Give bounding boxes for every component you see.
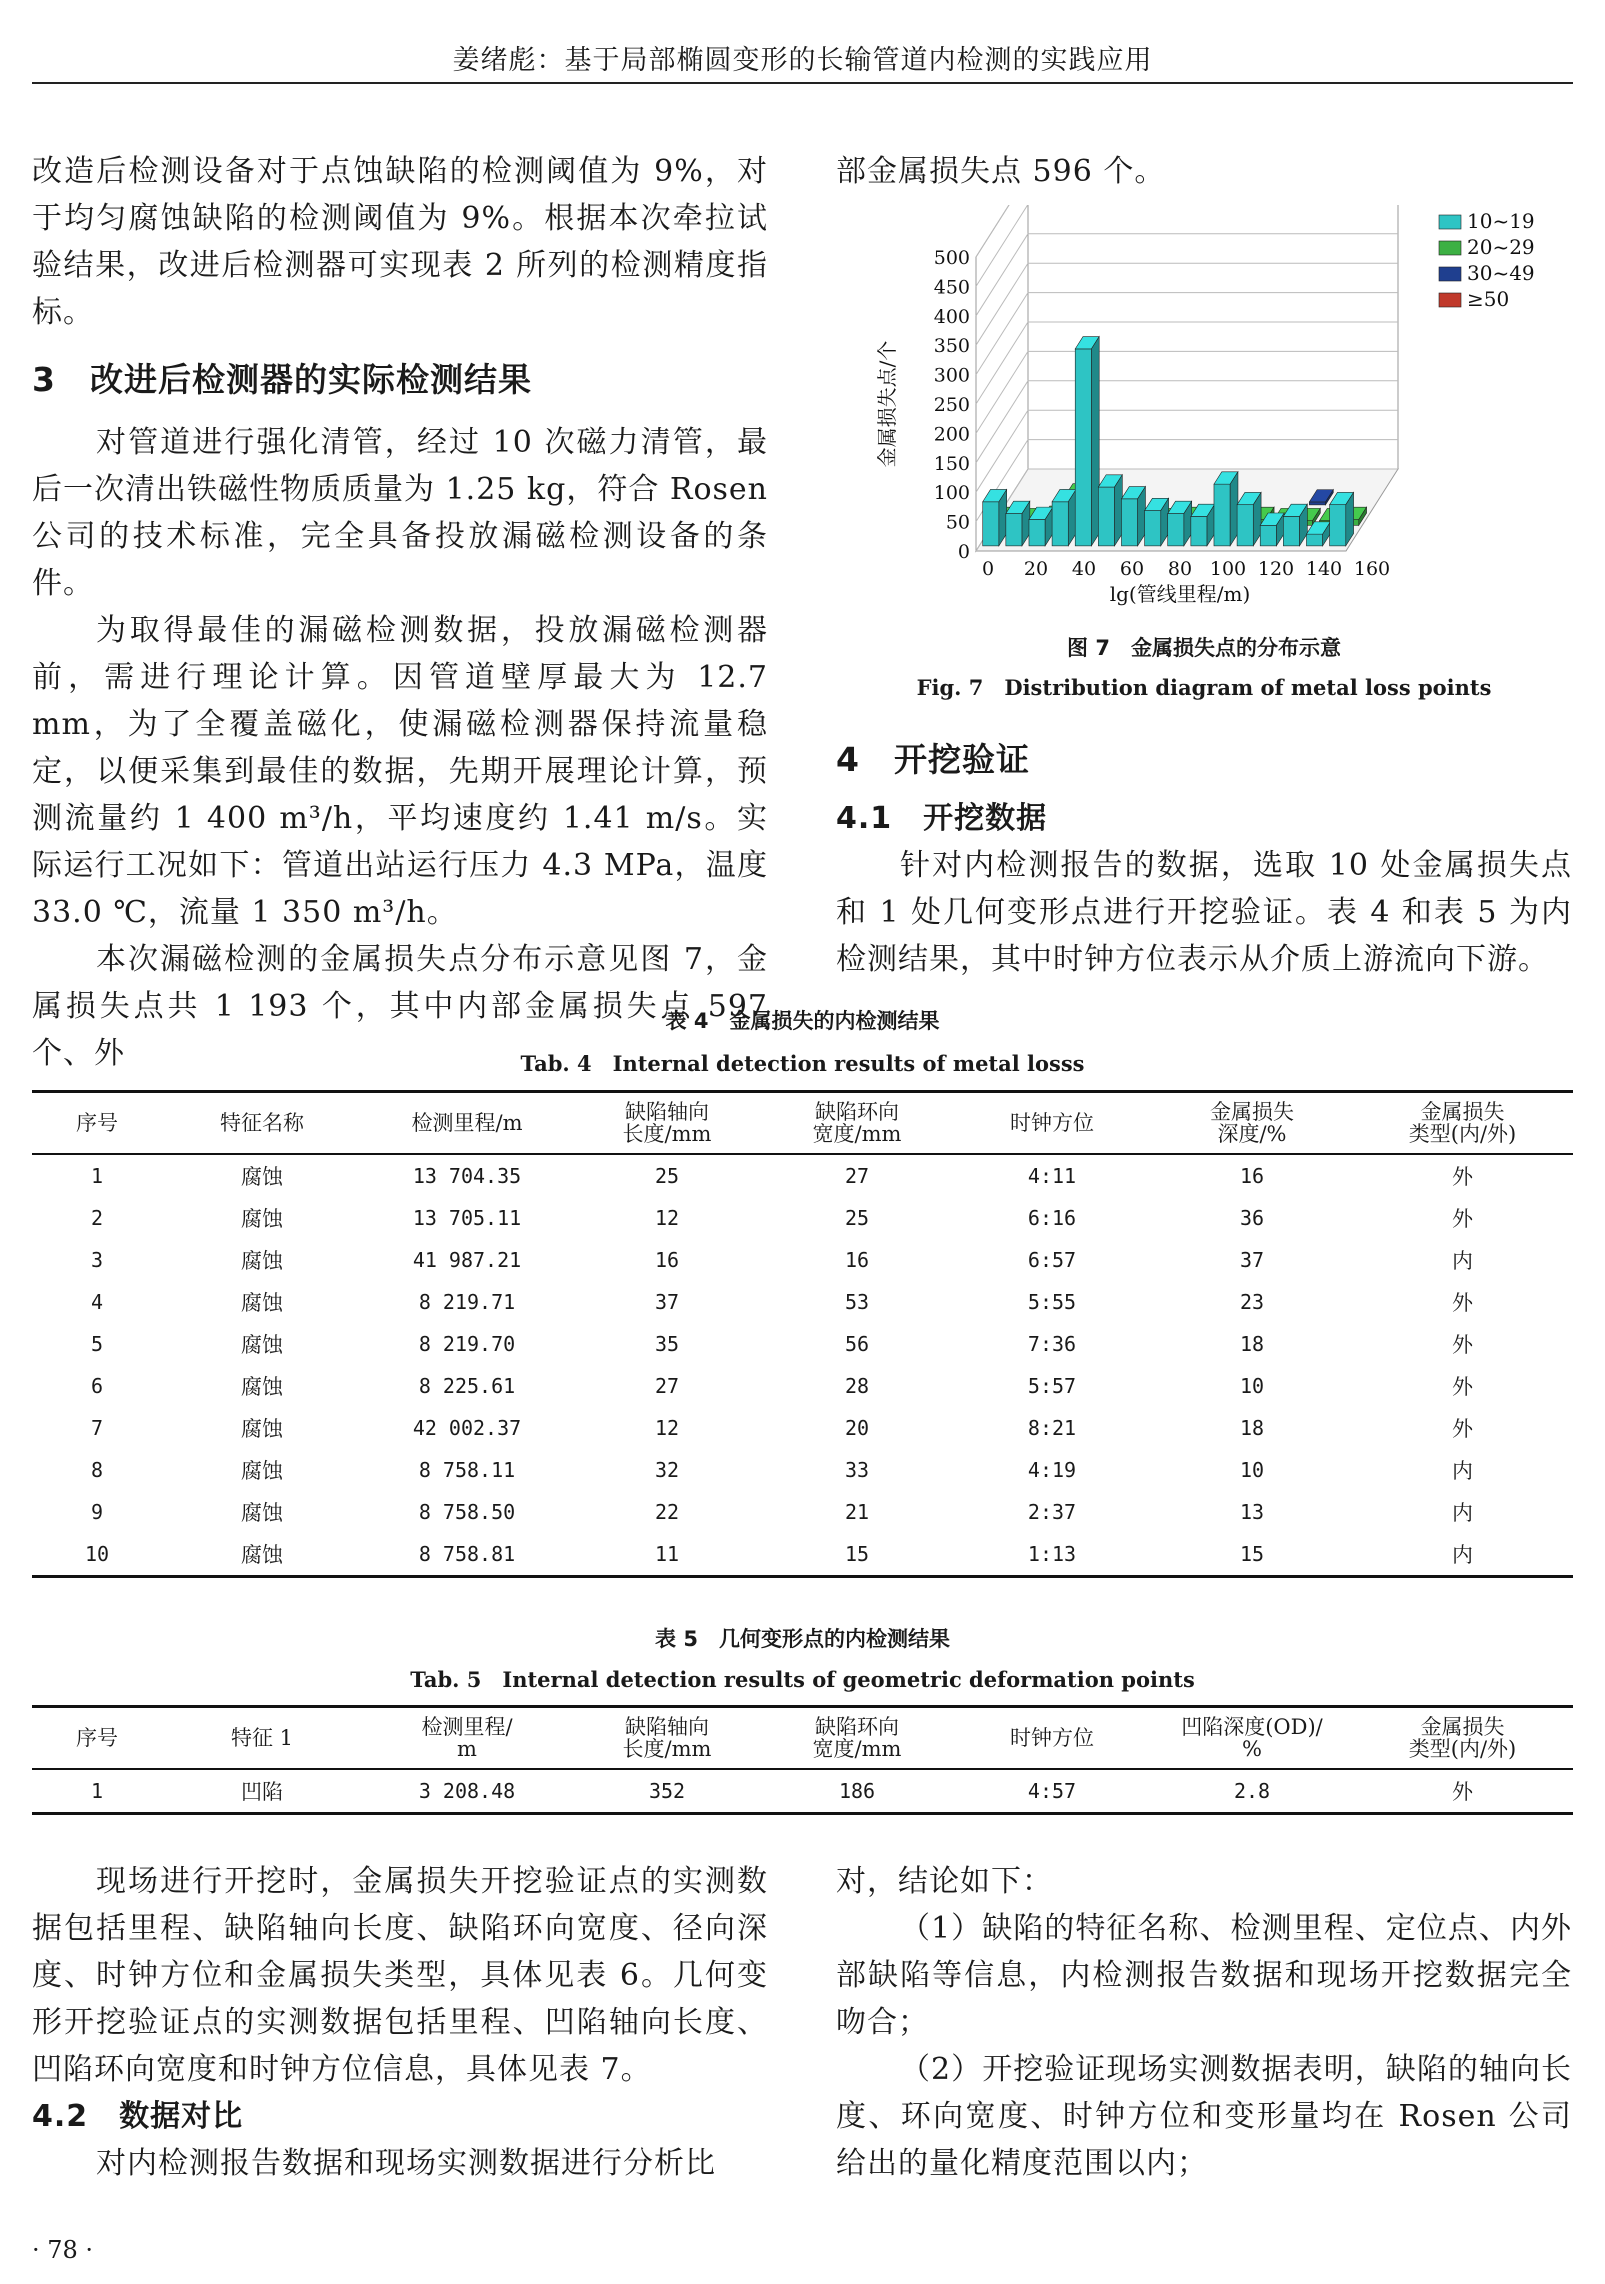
table-cell: 腐蚀 [241,1165,283,1189]
table-cell: 外 [1452,1333,1473,1357]
paragraph: 现场进行开挖时，金属损失开挖验证点的实测数据包括里程、缺陷轴向长度、缺陷环向宽度、径向深度、时钟方位和金属损失类型，具体见表 6。几何变形开挖验证点的实测数据包括里程、凹陷轴向长度、凹陷环向宽度和时钟方位信息，具体见表 7。 [32,1864,768,2087]
table-cell: 18 [1239,1416,1265,1440]
table-cell: 2:37 [1027,1500,1077,1524]
bar-side [1115,475,1123,546]
table-cell: 8:21 [1027,1416,1077,1440]
table-row [32,1323,1573,1365]
table-cell: 1 [90,1164,104,1188]
table-cell: 6 [90,1374,104,1398]
table-cell: 7 [90,1416,104,1440]
table-cell: 8 [90,1458,104,1482]
table-row [32,1154,1573,1197]
legend-label: 30~49 [1467,261,1535,285]
table-cell: 9 [90,1500,104,1524]
table-header-cell: 金属损失 类型(内/外) [1352,1707,1573,1770]
section-heading-4-2: 4.2 数据对比 [32,2099,244,2134]
bar [1283,516,1299,545]
table-cell: 25 [844,1206,870,1230]
table-row [32,1533,1573,1577]
x-tick-label: 100 [1209,558,1247,580]
table-cell: 7:36 [1027,1332,1077,1356]
x-tick-label: 120 [1257,558,1295,580]
section-heading-3: 3 改进后检测器的实际检测结果 [32,360,532,399]
table-cell: 4:57 [1027,1779,1077,1803]
figure-caption-en: Fig. 7 Distribution diagram of metal loss points [916,675,1492,700]
table-5-title-cn: 表 5 几何变形点的内检测结果 [655,1627,950,1651]
table-cell: 2 [90,1206,104,1230]
table-header-cell: 金属损失 类型(内/外) [1352,1092,1573,1155]
figure-caption-cn: 图 7 金属损失点的分布示意 [1067,636,1341,660]
table-cell: 56 [844,1332,870,1356]
table-cell: 4:11 [1027,1164,1077,1188]
legend-swatch [1439,215,1461,229]
table-cell: 53 [844,1290,870,1314]
table-header-cell: 缺陷环向 宽度/mm [762,1092,952,1155]
table-cell: 16 [1239,1164,1265,1188]
table-cell: 15 [844,1542,870,1566]
table-cell: 凹陷 [241,1780,283,1804]
y-tick-label: 200 [933,423,970,446]
x-axis-label: lg(管线里程/m) [1109,582,1251,606]
x-tick-label: 60 [1119,558,1145,580]
table-header-cell: 特征 1 [162,1707,362,1770]
table-4-title-en: Tab. 4 Internal detection results of metal losss [520,1051,1085,1076]
table-cell: 腐蚀 [241,1333,283,1357]
table-cell: 6:57 [1027,1248,1077,1272]
y-tick-label: 450 [933,276,970,299]
legend-label: 10~19 [1467,209,1535,233]
table-cell: 41 987.21 [412,1248,522,1272]
y-tick-label: 500 [933,247,970,269]
table-cell: 27 [654,1374,680,1398]
paragraph: 针对内检测报告的数据，选取 10 处金属损失点和 1 处几何变形点进行开挖验证。表 4 和表 5 为内检测结果，其中时钟方位表示从介质上游流向下游。 [836,848,1572,977]
table-cell: 33 [844,1458,870,1482]
table-cell: 内 [1452,1249,1473,1273]
legend-swatch [1439,241,1461,255]
header-rule [32,82,1573,84]
table-header-cell: 时钟方位 [952,1707,1152,1770]
bar [1121,499,1137,546]
table-cell: 5:55 [1027,1290,1077,1314]
bar [1168,514,1184,546]
bar-side [1091,337,1099,546]
x-tick-label: 0 [981,558,995,580]
table-cell: 3 [90,1248,104,1272]
table-row [32,1197,1573,1239]
x-tick-label: 40 [1071,558,1097,580]
table-cell: 5 [90,1332,104,1356]
table-cell: 42 002.37 [412,1416,522,1440]
legend-swatch [1439,267,1461,281]
bar [983,502,999,546]
table-cell: 10 [1239,1458,1265,1482]
bottom-right-column [836,1858,1572,2187]
paragraph: 对，结论如下： [836,1864,1053,1899]
table-cell: 13 704.35 [412,1164,522,1188]
table-cell: 内 [1452,1459,1473,1483]
table-header-cell: 序号 [32,1707,162,1770]
table-cell: 腐蚀 [241,1501,283,1525]
table-cell: 16 [844,1248,870,1272]
table-cell: 35 [654,1332,680,1356]
table-cell: 腐蚀 [241,1543,283,1567]
table-cell: 27 [844,1164,870,1188]
bar [1006,514,1022,546]
bar [1191,516,1207,545]
table-cell: 内 [1452,1543,1473,1567]
table-row [32,1491,1573,1533]
table-cell: 腐蚀 [241,1207,283,1231]
y-tick-label: 350 [933,335,970,358]
table-cell: 37 [1239,1248,1265,1272]
y-tick-label: 50 [945,511,970,534]
x-tick-label: 80 [1167,558,1193,580]
table-cell: 10 [1239,1374,1265,1398]
table-cell: 8 219.70 [418,1332,516,1356]
table-cell: 32 [654,1458,680,1482]
table-cell: 2.8 [1233,1779,1271,1803]
table-cell: 腐蚀 [241,1291,283,1315]
x-tick-label: 140 [1305,558,1343,580]
table-cell: 5:57 [1027,1374,1077,1398]
running-header: 姜绪彪：基于局部椭圆变形的长输管道内检测的实践应用 [452,45,1153,76]
table-cell: 腐蚀 [241,1417,283,1441]
table-cell: 外 [1452,1780,1473,1804]
table-cell: 8 225.61 [418,1374,516,1398]
table-cell: 腐蚀 [241,1459,283,1483]
figure-7-chart [836,205,1536,610]
bar [1098,487,1114,546]
paragraph: 对内检测报告数据和现场实测数据进行分析比 [96,2146,716,2181]
legend-label: ≥50 [1467,287,1510,311]
table-cell: 25 [654,1164,680,1188]
table-row [32,1365,1573,1407]
table-header-cell: 序号 [32,1092,162,1155]
bar [1306,534,1322,546]
table-cell: 外 [1452,1207,1473,1231]
table-cell: 腐蚀 [241,1249,283,1273]
paragraph: 对管道进行强化清管，经过 10 次磁力清管，最后一次清出铁磁性物质质量为 1.25 kg，符合 Rosen 公司的技术标准，完全具备投放漏磁检测设备的条件。 [32,425,768,601]
table-cell: 1 [90,1779,104,1803]
table-cell: 8 758.81 [418,1542,516,1566]
table-cell: 352 [648,1779,686,1803]
table-header-cell: 金属损失 深度/% [1152,1092,1352,1155]
table-cell: 外 [1452,1291,1473,1315]
table-cell: 8 758.11 [418,1458,516,1482]
table-cell: 4:19 [1027,1458,1077,1482]
table-cell: 6:16 [1027,1206,1077,1230]
section-heading-4: 4 开挖验证 [836,740,1030,779]
table-cell: 18 [1239,1332,1265,1356]
table-header-cell: 时钟方位 [952,1092,1152,1155]
bar [1237,505,1253,546]
table-cell: 22 [654,1500,680,1524]
paragraph: 改造后检测设备对于点蚀缺陷的检测阈值为 9%，对于均匀腐蚀缺陷的检测阈值为 9%。根据本次牵拉试验结果，改进后检测器可实现表 2 所列的检测精度指标。 [32,154,768,330]
table-cell: 12 [654,1416,680,1440]
table-cell: 1:13 [1027,1542,1077,1566]
table-5 [32,1705,1573,1815]
table-header-cell: 缺陷环向 宽度/mm [762,1707,952,1770]
table-header-cell: 检测里程/ m [362,1707,572,1770]
paragraph: 部金属损失点 596 个。 [836,154,1166,189]
table-header-cell: 凹陷深度(OD)/ % [1152,1707,1352,1770]
table-cell: 20 [844,1416,870,1440]
table-cell: 外 [1452,1165,1473,1189]
table-header-cell: 缺陷轴向 长度/mm [572,1707,762,1770]
legend-swatch [1439,293,1461,307]
bar-side [1230,472,1238,546]
table-cell: 外 [1452,1417,1473,1441]
legend-label: 20~29 [1467,235,1535,259]
table-header-cell: 检测里程/m [362,1092,572,1155]
section-heading-4-1: 4.1 开挖数据 [836,801,1048,836]
table-cell: 37 [654,1290,680,1314]
bar [1309,502,1325,505]
bar [1052,502,1068,546]
table-4-title-cn: 表 4 金属损失的内检测结果 [665,1009,940,1033]
table-cell: 11 [654,1542,680,1566]
paragraph: 为取得最佳的漏磁检测数据，投放漏磁检测器前，需进行理论计算。因管道壁厚最大为 12.7 mm，为了全覆盖磁化，使漏磁检测器保持流量稳定，以便采集到最佳的数据，先期开展理论计算，预测流量约 1 400 m³/h，平均速度约 1.41 m/s。实际运行工况如下：管道出站运行压力 4.3 MPa，温度 33.0 ℃，流量 1 350 m³/h。 [32,613,768,930]
table-cell: 10 [84,1542,110,1566]
y-tick-label: 150 [933,452,970,475]
table-cell: 21 [844,1500,870,1524]
table-header-cell: 缺陷轴向 长度/mm [572,1092,762,1155]
table-row [32,1239,1573,1281]
table-row [32,1449,1573,1491]
table-cell: 16 [654,1248,680,1272]
bar [1029,519,1045,545]
table-row [32,1281,1573,1323]
table-cell: 15 [1239,1542,1265,1566]
paragraph: 本次漏磁检测的金属损失点分布示意见图 7，金属损失点共 1 193 个，其中内部金属损失点 597 个、外 [32,942,768,1071]
table-cell: 12 [654,1206,680,1230]
bottom-left-column [32,1858,768,2187]
table-cell: 4 [90,1290,104,1314]
x-tick-label: 20 [1023,558,1049,580]
bar [1075,349,1091,546]
bar [1330,505,1346,546]
bar [1145,511,1161,546]
table-cell: 23 [1239,1290,1265,1314]
left-column [32,148,768,1077]
table-cell: 外 [1452,1375,1473,1399]
table-cell: 腐蚀 [241,1375,283,1399]
right-column-section-4 [836,736,1572,983]
y-tick-label: 250 [933,394,970,416]
table-cell: 内 [1452,1501,1473,1525]
table-cell: 13 [1239,1500,1265,1524]
right-column-top [836,148,1572,195]
table-5-title-en: Tab. 5 Internal detection results of geometric deformation points [410,1667,1195,1692]
y-tick-label: 100 [933,482,970,505]
bar [1260,525,1276,546]
y-axis-label: 金属损失点/个 [875,340,899,468]
y-tick-label: 300 [933,364,970,387]
bar [1214,484,1230,546]
table-header-cell: 特征名称 [162,1092,362,1155]
table-row [32,1769,1573,1814]
table-row [32,1407,1573,1449]
page-number: · 78 · [32,2236,94,2264]
table-cell: 28 [844,1374,870,1398]
paragraph: （2）开挖验证现场实测数据表明，缺陷的轴向长度、环向宽度、时钟方位和变形量均在 Rosen 公司给出的量化精度范围以内； [836,2052,1572,2181]
table-cell: 8 758.50 [418,1500,516,1524]
y-tick-label: 0 [957,541,970,563]
table-cell: 3 208.48 [418,1779,516,1803]
table-cell: 13 705.11 [412,1206,522,1230]
table-cell: 186 [838,1779,876,1803]
table-cell: 36 [1239,1206,1265,1230]
y-tick-label: 400 [933,305,970,328]
table-cell: 8 219.71 [418,1290,516,1314]
x-tick-label: 160 [1353,558,1391,580]
table-4 [32,1090,1573,1578]
paragraph: （1）缺陷的特征名称、检测里程、定位点、内外部缺陷等信息，内检测报告数据和现场开挖数据完全吻合； [836,1911,1572,2040]
